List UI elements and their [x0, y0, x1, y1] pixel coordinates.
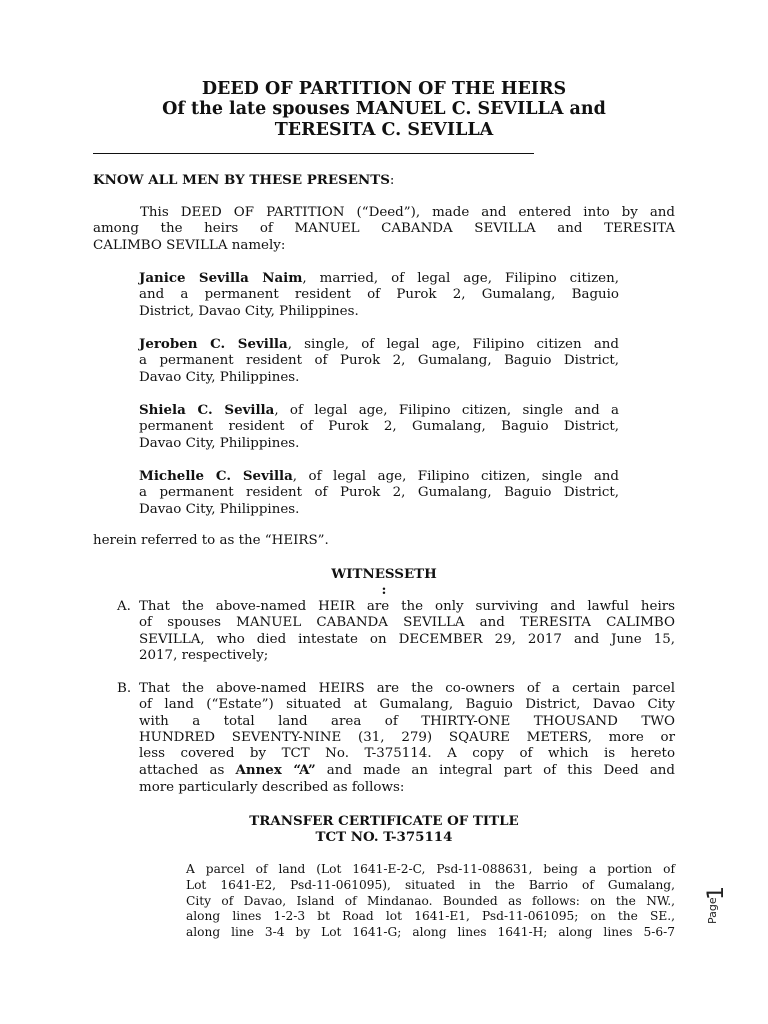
know-all-colon: : — [389, 173, 395, 188]
heir-details: , of legal age, Filipino citizen, single and — [292, 469, 619, 484]
know-all-bold: KNOW ALL MEN BY THESE PRESENTS — [93, 172, 390, 188]
clause-b-line: HUNDRED SEVENTY-NINE (31, 279) SQAURE METERS, more or — [139, 729, 675, 745]
document-subtitle-names: TERESITA C. SEVILLA — [274, 120, 494, 140]
clause-b-line: more particularly described as follows: — [139, 779, 405, 795]
list-marker-a: A. — [117, 599, 131, 614]
intro-line-1: This DEED OF PARTITION (“Deed”), made and entered into by and — [140, 205, 675, 220]
intro-line-2: among the heirs of MANUEL CABANDA SEVILLA and TERESITA — [93, 221, 675, 237]
heir-details: Davao City, Philippines. — [139, 369, 300, 385]
heir-name: Jeroben C. Sevilla — [139, 336, 288, 352]
heir-details: permanent resident of Purok 2, Gumalang, Baguio District, — [139, 419, 619, 435]
clause-b-line: less covered by TCT No. T-375114. A copy of which is hereto — [139, 746, 675, 762]
parcel-line: along line 3-4 by Lot 1641-G; along lines 1641-H; along lines 5-6-7 — [186, 925, 675, 940]
heir-details: and a permanent resident of Purok 2, Gumalang, Baguio — [139, 287, 619, 303]
heir-entry — [139, 270, 619, 320]
heir-details: Davao City, Philippines. — [139, 501, 300, 517]
know-all-heading — [93, 172, 394, 189]
heir-name: Michelle C. Sevilla — [139, 468, 293, 484]
clause-a-line: That the above-named HEIR are the only surviving and lawful heirs — [139, 599, 675, 614]
clause-b-line: of land (“Estate”) situated at Gumalang, Baguio District, Davao City — [139, 697, 675, 713]
clause-a-line: 2017, respectively; — [139, 647, 269, 663]
heir-entry — [139, 402, 619, 452]
heir-details: a permanent resident of Purok 2, Gumalang, Baguio District, — [139, 353, 619, 369]
clause-b — [139, 681, 675, 796]
heir-details: a permanent resident of Purok 2, Gumalang, Baguio District, — [139, 485, 619, 501]
heir-details: , of legal age, Filipino citizen, single and a — [274, 403, 619, 418]
page-number-value: 1 — [704, 886, 729, 900]
witnesseth-colon: : — [381, 582, 387, 598]
intro-line-3: CALIMBO SEVILLA namely: — [93, 237, 286, 253]
title-underline — [93, 153, 534, 154]
document-title: DEED OF PARTITION OF THE HEIRS — [201, 79, 567, 99]
parcel-line: City of Davao, Island of Mindanao. Bounded as follows: on the NW., — [186, 893, 675, 908]
page-label: Page — [706, 897, 719, 924]
heir-entry — [139, 468, 619, 518]
clause-b-line: with a total land area of THIRTY-ONE THOUSAND TWO — [139, 713, 675, 729]
clause-a-line: of spouses MANUEL CABANDA SEVILLA and TERESITA CALIMBO — [139, 615, 675, 631]
clause-a-line: SEVILLA, who died intestate on DECEMBER 29, 2017 and June 15, — [139, 631, 675, 647]
clause-b-text: and made an integral part of this Deed and — [315, 763, 675, 779]
parcel-line: Lot 1641-E2, Psd-11-061095), situated in the Barrio of Gumalang, — [186, 877, 675, 892]
list-marker-b: B. — [117, 681, 132, 696]
annex-reference: Annex “A” — [235, 762, 316, 779]
heir-name: Janice Sevilla Naim — [139, 270, 303, 286]
heir-details: , married, of legal age, Filipino citizen, — [302, 271, 619, 286]
intro-paragraph — [93, 205, 675, 254]
parcel-line: along lines 1-2-3 bt Road lot 1641-E1, Psd-11-061095; on the SE., — [186, 909, 675, 924]
tct-heading: TRANSFER CERTIFICATE OF TITLE — [249, 813, 519, 829]
document-subtitle: Of the late spouses MANUEL C. SEVILLA and — [162, 99, 606, 119]
herein-line: herein referred to as the “HEIRS”. — [93, 533, 329, 548]
heir-details: Davao City, Philippines. — [139, 435, 300, 451]
heir-entry — [139, 336, 619, 386]
clause-b-text: attached as — [139, 763, 236, 779]
tct-number: TCT NO. T-375114 — [315, 829, 453, 845]
witnesseth-heading: WITNESSETH — [331, 566, 437, 582]
parcel-description — [186, 862, 675, 941]
page-number — [704, 880, 744, 940]
heir-name: Shiela C. Sevilla — [139, 402, 275, 418]
heir-details: District, Davao City, Philippines. — [139, 303, 359, 319]
clause-b-line: That the above-named HEIRS are the co-owners of a certain parcel — [139, 681, 675, 696]
heir-details: , single, of legal age, Filipino citizen and — [287, 337, 619, 352]
parcel-line: A parcel of land (Lot 1641-E-2-C, Psd-11-088631, being a portion of — [186, 862, 675, 876]
clause-a — [139, 599, 675, 664]
